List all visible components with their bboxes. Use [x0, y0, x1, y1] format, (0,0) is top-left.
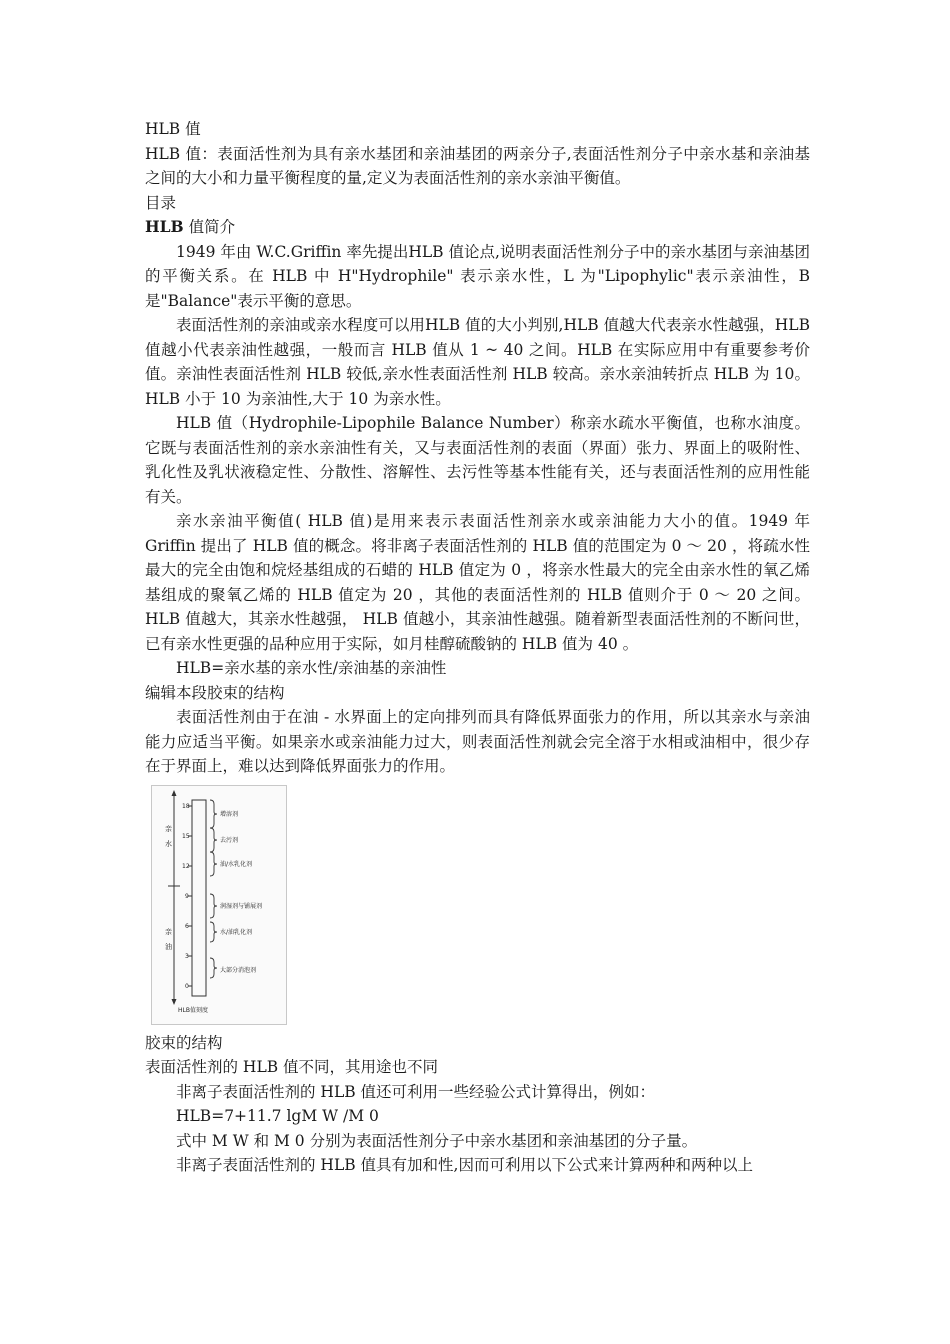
toc-label: 目录 — [145, 193, 177, 212]
hlb-scale-figure — [151, 785, 287, 1025]
section-heading-hlb-intro — [145, 215, 810, 240]
range-brackets — [210, 800, 217, 978]
range-label: 大部分消泡剂 — [220, 966, 257, 974]
paragraph-5: 表面活性剂由于在油 - 水界面上的定向排列而具有降低界面张力的作用，所以其亲水与亲油能力应适当平衡。如果亲水或亲油能力过大，则表面活性剂就会完全溶于水相或油相中，很少存在于界面上，难以达到降低界面张力的作用。 — [145, 708, 810, 775]
paragraph-4: 亲水亲油平衡值( HLB 值)是用来表示表面活性剂亲水或亲油能力大小的值。1949 年 Griffin 提出了 HLB 值的概念。将非离子表面活性剂的 HLB 值的范围定为 0 ～ 20 ，将疏水性最大的完全由饱和烷烃基组成的石蜡的 HLB 值定为 0 ，将亲水性最大的完全由亲水性的氧乙烯基组成的聚氧乙烯的 HLB 值定为 20 ，其他的表面活性剂的 HLB 值则介于 0 ～ 20 之间。 HLB 值越大，其亲水性越强， HLB 值越小，其亲油性越强。随着新型表面活性剂的不断问世，已有亲水性更强的品种应用于实际，如月桂醇硫酸钠的 HLB 值为 40 。 — [145, 512, 810, 653]
paragraph-2: 表面活性剂的亲油或亲水程度可以用HLB 值的大小判别,HLB 值越大代表亲水性越强，HLB 值越小代表亲油性越强，一般而言 HLB 值从 1 ~ 40 之间。HLB 在实际应用中有重要参考价值。亲油性表面活性剂 HLB 较低,亲水性表面活性剂 HLB 较高。亲水亲油转折点 HLB 为 10。HLB 小于 10 为亲油性,大于 10 为亲水性。 — [145, 316, 810, 408]
tick-label: 3 — [185, 952, 189, 960]
section-heading-rest: 值简介 — [183, 218, 236, 236]
axis-upper-char2: 水 — [165, 839, 172, 848]
paragraph-8: 非离子表面活性剂的 HLB 值具有加和性,因而可利用以下公式来计算两种和两种以上 — [176, 1156, 753, 1174]
figure-caption: 胶束的结构 — [145, 1033, 223, 1052]
tick-label: 12 — [182, 862, 190, 870]
range-label: 增溶剂 — [220, 810, 239, 818]
formula-hlb-empirical: HLB=7+11.7 lgM W /M 0 — [176, 1107, 379, 1125]
paragraph-3: HLB 值（Hydrophile-Lipophile Balance Number）称亲水疏水平衡值，也称水油度。它既与表面活性剂的亲水亲油性有关，又与表面活性剂的表面（界面）张力、界面上的吸附性、乳化性及乳状液稳定性、分散性、溶解性、去污性等基本性能有关，还与表面活性剂的应用性能有关。 — [145, 414, 810, 506]
document-body — [145, 117, 810, 1178]
axis-lower-char2: 油 — [165, 942, 172, 951]
tick-label: 0 — [185, 982, 189, 990]
range-label: 去污剂 — [220, 836, 239, 844]
paragraph-6: 非离子表面活性剂的 HLB 值还可利用一些经验公式计算得出，例如： — [176, 1082, 656, 1101]
paragraph-7: 式中 M W 和 M 0 分别为表面活性剂分子中亲水基团和亲油基团的分子量。 — [176, 1131, 698, 1150]
range-label: 润湿剂与铺展剂 — [220, 902, 263, 910]
hlb-scale-diagram — [152, 786, 286, 1024]
arrow-down-icon — [172, 999, 177, 1005]
paragraph-1: 1949 年由 W.C.Griffin 率先提出HLB 值论点,说明表面活性剂分子中的亲水基团与亲油基团的平衡关系。在 HLB 中 H"Hydrophile" 表示亲水性，L 为"Lipophylic"表示亲油性，B 是"Balance"表示平衡的意思。 — [145, 242, 810, 310]
uses-line: 表面活性剂的 HLB 值不同，其用途也不同 — [145, 1058, 439, 1076]
arrow-up-icon — [172, 790, 177, 796]
tick-label: 15 — [182, 832, 190, 840]
tick-label: 9 — [185, 892, 189, 900]
axis-upper-char1: 亲 — [165, 824, 172, 833]
scale-ticks — [182, 803, 192, 990]
tick-label: 6 — [185, 922, 189, 930]
definition-paragraph: HLB 值：表面活性剂为具有亲水基团和亲油基团的两亲分子,表面活性剂分子中亲水基和亲油基之间的大小和力量平衡程度的量,定义为表面活性剂的亲水亲油平衡值。 — [145, 144, 810, 187]
axis-lower-char1: 亲 — [165, 927, 172, 936]
range-label: 水/油乳化剂 — [220, 928, 253, 936]
scale-caption: HLB值刻度 — [178, 1006, 208, 1014]
section-heading-micelle: 编辑本段胶束的结构 — [145, 683, 285, 702]
scale-column — [192, 800, 206, 996]
doc-title: HLB 值 — [145, 120, 201, 138]
section-heading-bold: HLB — [145, 217, 184, 236]
tick-label: 18 — [182, 802, 190, 810]
range-label: 油/水乳化剂 — [220, 860, 253, 868]
formula-hlb-ratio: HLB=亲水基的亲水性/亲油基的亲油性 — [176, 659, 447, 677]
